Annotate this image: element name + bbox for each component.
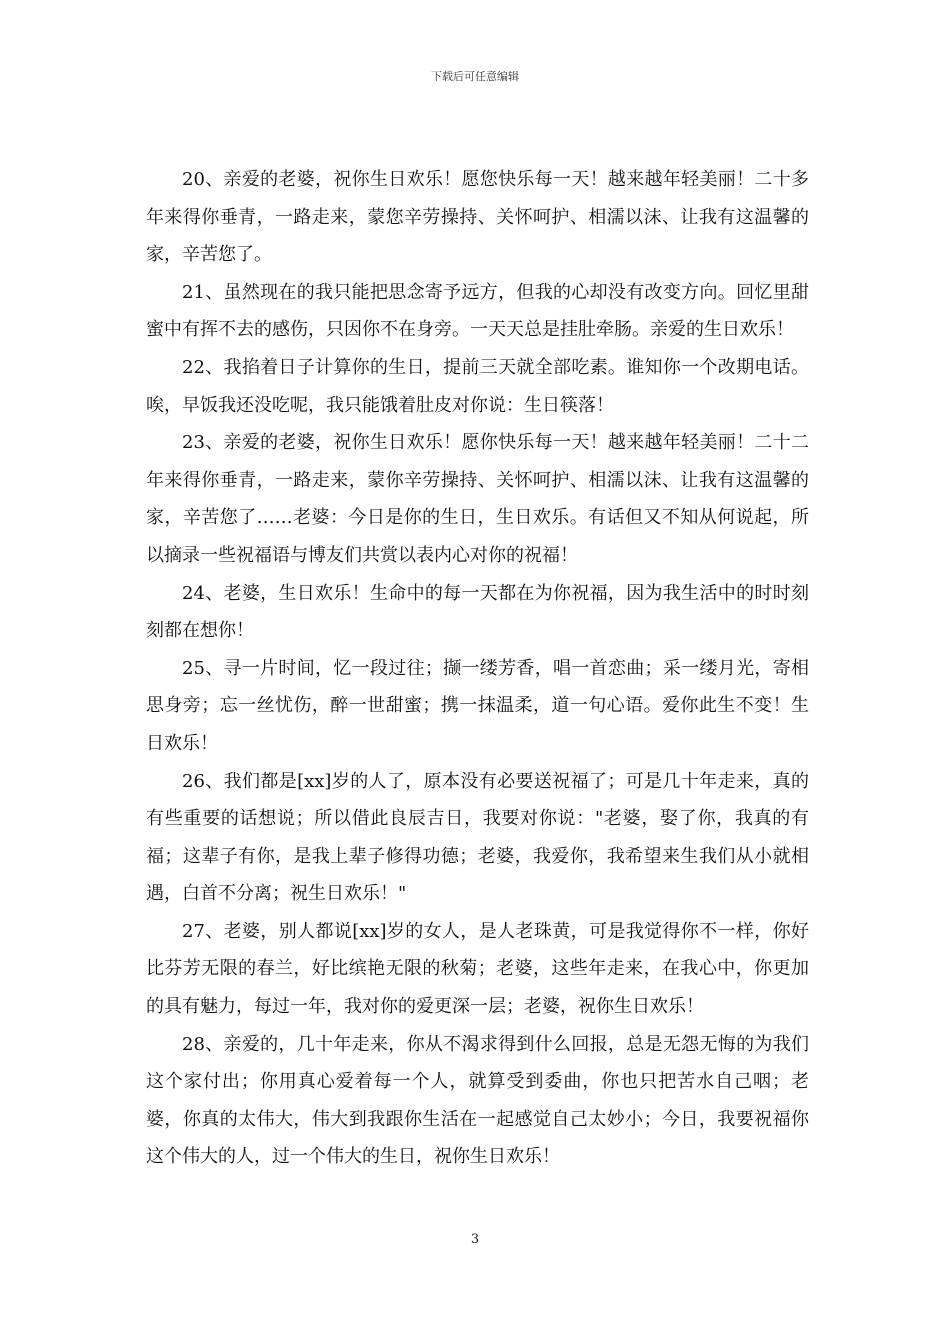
paragraph-21: 21、虽然现在的我只能把思念寄予远方，但我的心却没有改变方向。回忆里甜蜜中有挥不去的感伤，只因你不在身旁。一天天总是挂肚牵肠。亲爱的生日欢乐！ [146, 281, 809, 341]
document-body [146, 161, 809, 1176]
paragraph-24: 24、老婆，生日欢乐！生命中的每一天都在为你祝福，因为我生活中的时时刻刻都在想你！ [146, 582, 809, 642]
paragraph-23: 23、亲爱的老婆，祝你生日欢乐！愿你快乐每一天！越来越年轻美丽！二十二年来得你垂青，一路走来，蒙你辛劳操持、关怀呵护、相濡以沫、让我有这温馨的家，辛苦您了……老婆：今日是你的生日，生日欢乐。有话但又不知从何说起，所以摘录一些祝福语与博友们共赏以表内心对你的祝福！ [146, 432, 809, 566]
paragraph-26: 26、我们都是[xx]岁的人了，原本没有必要送祝福了；可是几十年走来，真的有些重要的话想说；所以借此良辰吉日，我要对你说："老婆，娶了你，我真的有福；这辈子有你，是我上辈子修得功德；老婆，我爱你，我希望来生我们从小就相遇，白首不分离；祝生日欢乐！" [146, 770, 809, 905]
paragraph-28: 28、亲爱的，几十年走来，你从不渴求得到什么回报，总是无怨无悔的为我们这个家付出；你用真心爱着每一个人，就算受到委曲，你也只把苦水自己咽；老婆，你真的太伟大，伟大到我跟你生活在一起感觉自己太妙小；今日，我要祝福你这个伟大的人，过一个伟大的生日，祝你生日欢乐！ [146, 1033, 809, 1168]
paragraph-20: 20、亲爱的老婆，祝你生日欢乐！愿您快乐每一天！越来越年轻美丽！二十多年来得你垂青，一路走来，蒙您辛劳操持、关怀呵护、相濡以沫、让我有这温馨的家，辛苦您了。 [146, 169, 809, 266]
paragraph-22: 22、我掐着日子计算你的生日，提前三天就全部吃素。谁知你一个改期电话。唉，早饭我还没吃呢，我只能饿着肚皮对你说：生日筷落！ [146, 356, 809, 416]
page-number: 3 [470, 1232, 480, 1247]
paragraph-25: 25、寻一片时间，忆一段过往；撷一缕芳香，唱一首恋曲；采一缕月光，寄相思身旁；忘一丝忧伤，醉一世甜蜜；携一抹温柔，道一句心语。爱你此生不变！生日欢乐！ [146, 657, 809, 754]
paragraph-27: 27、老婆，别人都说[xx]岁的女人，是人老珠黄，可是我觉得你不一样，你好比芬芳无限的春兰，好比缤艳无限的秋菊；老婆，这些年走来，在我心中，你更加的具有魅力，每过一年，我对你的爱更深一层；老婆，祝你生日欢乐！ [146, 920, 809, 1018]
header-note: 下载后可任意编辑 [431, 70, 519, 83]
